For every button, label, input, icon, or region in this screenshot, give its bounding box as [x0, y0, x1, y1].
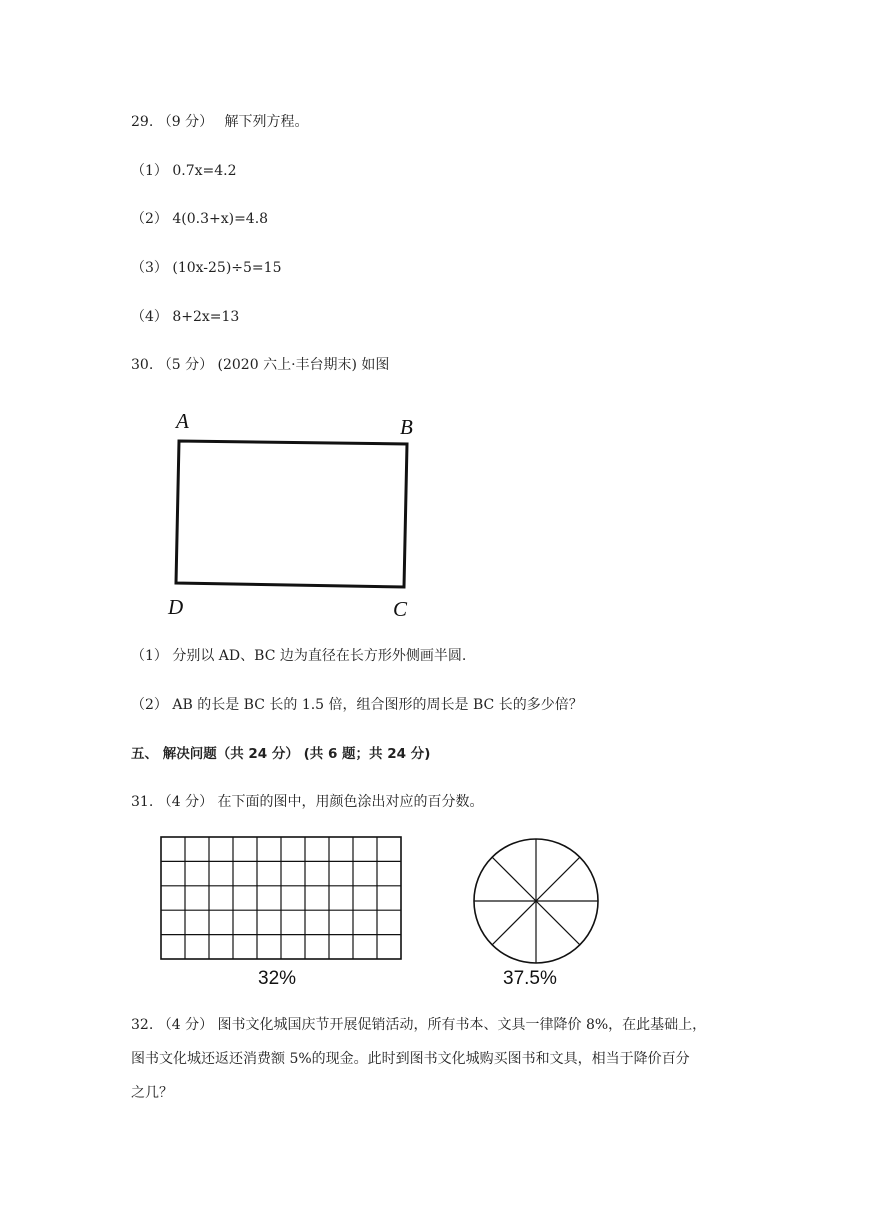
q30-title: 30. （5 分） (2020 六上·丰台期末) 如图 [131, 357, 390, 373]
grid-caption: 32% [258, 968, 297, 989]
label-b: B [400, 415, 413, 439]
q29-item-2: （2） 4(0.3+x)=4.8 [131, 211, 269, 227]
q30-item-2: （2） AB 的长是 BC 长的 1.5 倍，组合图形的周长是 BC 长的多少倍？ [131, 697, 583, 713]
section-heading: 五、 解决问题（共 24 分） (共 6 题；共 24 分) [131, 746, 431, 762]
q32-line-1: 32. （4 分） 图书文化城国庆节开展促销活动，所有书本、文具一律降价 8%，在此基础上， [131, 1017, 707, 1033]
label-a: A [176, 409, 189, 433]
rectangle-figure [160, 400, 430, 625]
q29-item-1: （1） 0.7x=4.2 [131, 163, 237, 179]
q32-line-3: 之几？ [131, 1085, 173, 1101]
q29-item-3: （3） (10x-25)÷5=15 [131, 260, 282, 276]
q32-line-2: 图书文化城还返还消费额 5%的现金。此时到图书文化城购买图书和文具，相当于降价百分 [131, 1051, 690, 1067]
q31-title: 31. （4 分） 在下面的图中，用颜色涂出对应的百分数。 [131, 794, 484, 810]
circle-caption: 37.5% [503, 968, 557, 989]
sector-circle [471, 836, 601, 966]
q29-title: 29. （9 分） 解下列方程。 [131, 114, 309, 130]
q29-item-4: （4） 8+2x=13 [131, 309, 240, 325]
percent-grid [160, 836, 402, 960]
label-c: C [393, 597, 408, 621]
label-d: D [168, 595, 184, 619]
q30-item-1: （1） 分别以 AD、BC 边为直径在长方形外侧画半圆. [131, 648, 467, 664]
